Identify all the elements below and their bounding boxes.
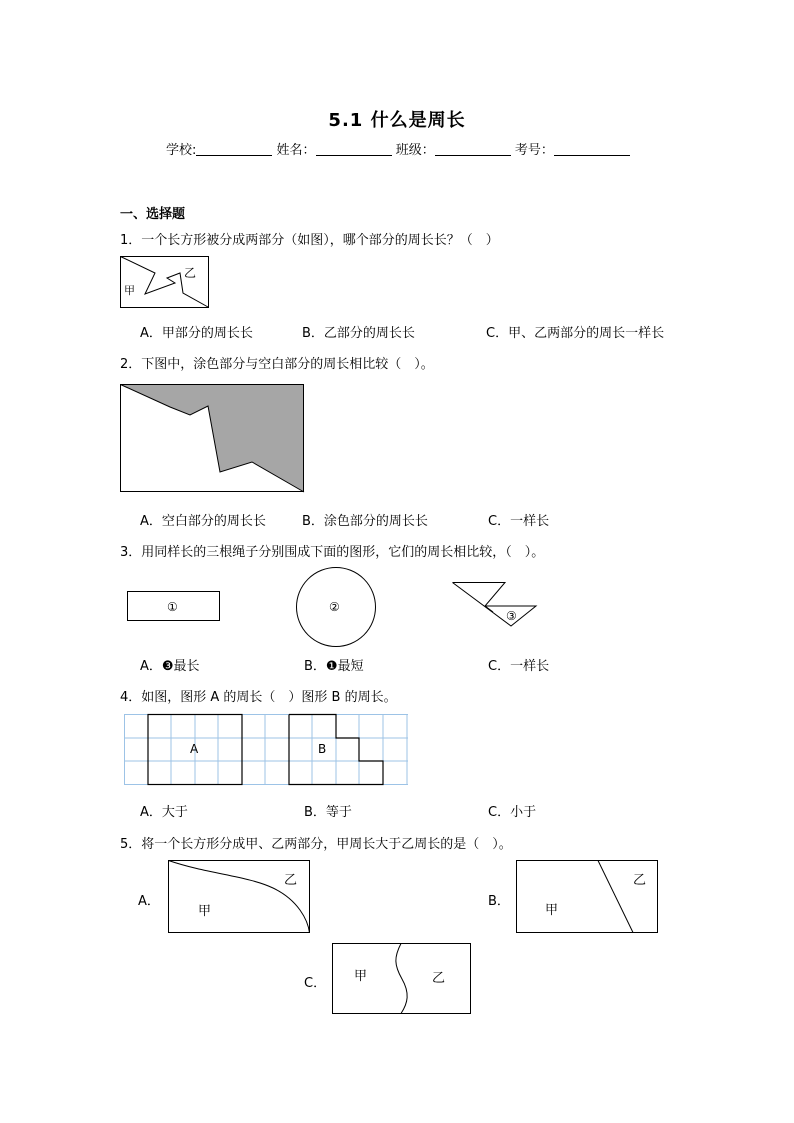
q2-option-c[interactable]: C．一样长 — [488, 514, 550, 529]
q5-option-a-label[interactable]: A． — [138, 894, 160, 909]
exam-number-label: 考号： — [514, 143, 554, 158]
q4-grid-lines — [124, 714, 408, 785]
q5-c-label-jia: 甲 — [354, 969, 368, 984]
q5-option-b-label[interactable]: B． — [488, 894, 510, 909]
q5-b-label-jia: 甲 — [545, 903, 559, 918]
page-title: 5.1 什么是周长 — [328, 110, 466, 131]
q4-label-a: A — [190, 742, 199, 756]
q1-option-b[interactable]: B．乙部分的周长长 — [302, 326, 415, 341]
name-blank[interactable] — [316, 143, 392, 156]
q3-option-a[interactable]: A．❸最长 — [140, 659, 200, 674]
q1-rectangle-figure — [120, 256, 210, 310]
q4-option-c[interactable]: C．小于 — [488, 805, 537, 820]
q4-label-b: B — [318, 742, 327, 756]
q1-label-yi: 乙 — [184, 266, 197, 280]
question-3-text: 3．用同样长的三根绳子分别围成下面的图形，它们的周长相比较，（ ）。 — [120, 545, 545, 560]
question-5-text: 5．将一个长方形分成甲、乙两部分，甲周长大于乙周长的是（ ）。 — [120, 837, 512, 852]
section-heading: 一、选择题 — [120, 207, 186, 222]
name-label: 姓名： — [276, 143, 316, 158]
question-1-text: 1．一个长方形被分成两部分（如图），哪个部分的周长长？（ ） — [120, 233, 499, 248]
q5-option-a-figure[interactable] — [168, 860, 312, 935]
q2-shaded-figure — [120, 384, 306, 494]
q3-label-2: ② — [329, 600, 340, 614]
school-label: 学校: — [166, 143, 197, 158]
q1-label-jia: 甲 — [124, 284, 135, 297]
student-info-line — [166, 139, 630, 158]
q3-option-c[interactable]: C．一样长 — [488, 659, 550, 674]
q3-label-1: ① — [167, 600, 178, 614]
q5-b-label-yi: 乙 — [633, 873, 647, 888]
question-4-text: 4．如图，图形 A 的周长（ ）图形 B 的周长。 — [120, 690, 397, 705]
exam-number-blank[interactable] — [554, 143, 630, 156]
q5-a-label-jia: 甲 — [198, 904, 212, 919]
q3-circle-figure — [296, 567, 378, 649]
class-blank[interactable] — [435, 143, 511, 156]
q3-option-b[interactable]: B．❶最短 — [304, 659, 364, 674]
q5-option-b-figure[interactable] — [516, 860, 660, 935]
q4-option-b[interactable]: B．等于 — [304, 805, 352, 820]
question-2-text: 2．下图中，涂色部分与空白部分的周长相比较（ ）。 — [120, 357, 434, 372]
q5-c-label-yi: 乙 — [432, 971, 446, 986]
q1-option-c[interactable]: C．甲、乙两部分的周长一样长 — [486, 326, 665, 341]
q1-option-a[interactable]: A．甲部分的周长长 — [140, 326, 253, 341]
class-label: 班级： — [395, 143, 435, 158]
q2-option-b[interactable]: B．涂色部分的周长长 — [302, 514, 428, 529]
q5-option-c-figure[interactable] — [332, 943, 474, 1017]
q3-rectangle-figure — [127, 591, 222, 623]
school-blank[interactable] — [196, 143, 272, 156]
q5-option-c-label[interactable]: C． — [304, 976, 327, 991]
q3-label-3: ③ — [506, 609, 517, 623]
q5-a-label-yi: 乙 — [284, 873, 298, 888]
q3-triangle-figure — [452, 582, 542, 628]
q2-option-a[interactable]: A．空白部分的周长长 — [140, 514, 266, 529]
q4-grid-figure — [124, 714, 410, 786]
q4-option-a[interactable]: A．大于 — [140, 805, 188, 820]
